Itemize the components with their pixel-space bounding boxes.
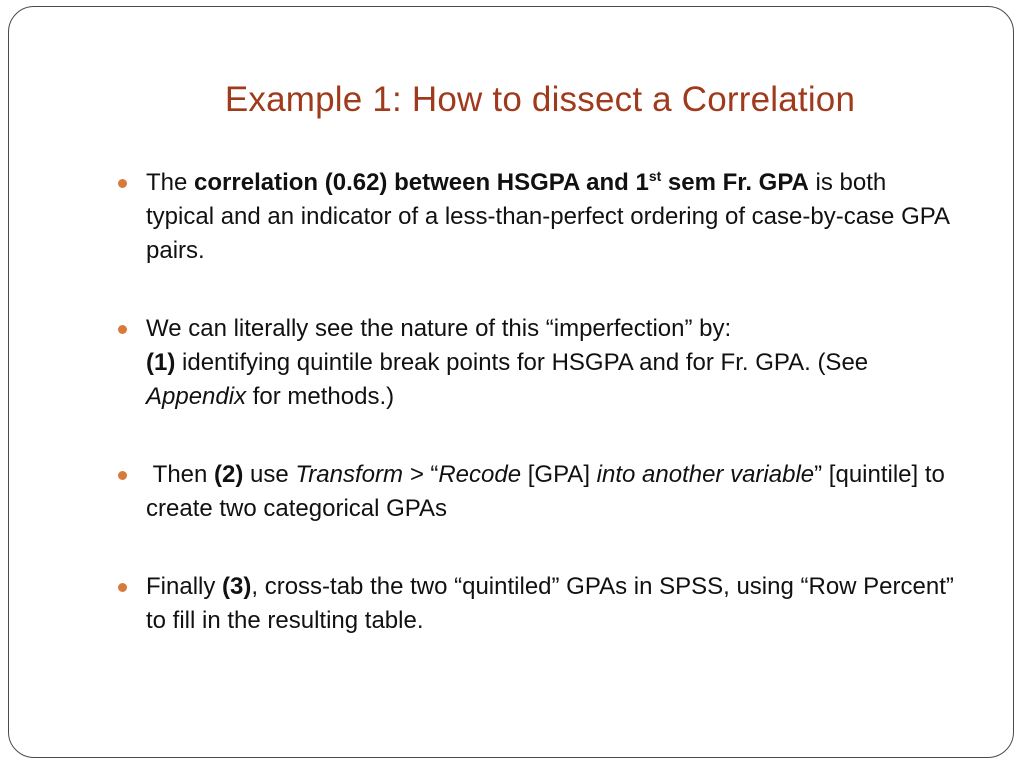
bullet-dot-icon — [118, 583, 127, 592]
bullet-item-crosstab — [118, 570, 958, 638]
bullet-item-imperfection — [118, 312, 958, 414]
bullet-dot-icon — [118, 471, 127, 480]
bullet-item-recode — [118, 458, 958, 526]
bullet-dot-icon — [118, 325, 127, 334]
bullet-list — [118, 166, 958, 682]
bullet-text: We can literally see the nature of this “imperfection” by: (1) identifying quintile break points for HSGPA and for Fr. GPA. (See Appendix for methods.) — [146, 315, 869, 410]
bullet-text: Finally (3), cross-tab the two “quintiled” GPAs in SPSS, using “Row Percent” to fill in the resulting table. — [146, 573, 954, 634]
bullet-item-correlation — [118, 166, 958, 268]
bullet-dot-icon — [118, 179, 127, 188]
bullet-text: Then (2) use Transform > “Recode [GPA] into another variable” [quintile] to create two categorical GPAs — [146, 461, 945, 522]
slide-title: Example 1: How to dissect a Correlation — [224, 80, 856, 119]
bullet-text: The correlation (0.62) between HSGPA and 1st sem Fr. GPA is both typical and an indicator of a less-than-perfect ordering of case-by-case GPA pairs. — [146, 168, 949, 264]
